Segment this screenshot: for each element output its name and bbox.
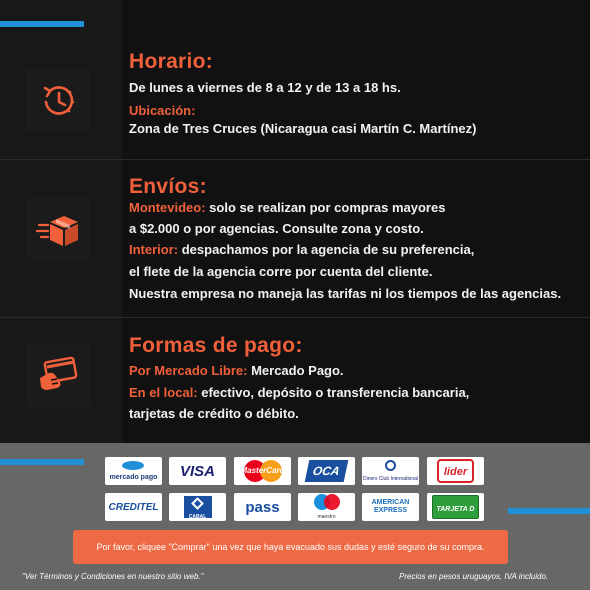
tarjeta-d-text: TARJETA D bbox=[436, 506, 475, 513]
mercadolibre-label: Por Mercado Libre: bbox=[129, 363, 248, 378]
delivery-icon-box bbox=[26, 198, 90, 262]
lider-text: lider bbox=[443, 466, 468, 478]
top-accent-bar bbox=[0, 21, 84, 27]
oca-logo bbox=[298, 457, 355, 485]
cabal-text: CABAL bbox=[188, 514, 207, 520]
local-line bbox=[129, 385, 469, 400]
interior-label: Interior: bbox=[129, 242, 179, 257]
terms-text: "Ver Términos y Condiciones en nuestro sitio web." bbox=[22, 572, 204, 581]
footer-accent-bar-right bbox=[508, 508, 590, 514]
mercadolibre-text: Mercado Pago. bbox=[247, 363, 344, 378]
oca-text: OCA bbox=[311, 464, 342, 478]
pago-heading: Formas de pago: bbox=[129, 334, 303, 357]
maestro-logo bbox=[298, 493, 355, 521]
local-text: efectivo, depósito o transferencia bancaria, bbox=[197, 385, 470, 400]
prices-text: Precios en pesos uruguayos, IVA incluido. bbox=[399, 572, 549, 581]
agencies-note: Nuestra empresa no maneja las tarifas ni los tiempos de las agencias. bbox=[129, 286, 562, 301]
location-text: Zona de Tres Cruces (Nicaragua casi Martín C. Martínez) bbox=[129, 121, 477, 136]
interior-text-2: el flete de la agencia corre por cuenta del cliente. bbox=[129, 264, 433, 279]
clock-icon-box bbox=[26, 68, 90, 132]
footer-accent-bar-left bbox=[0, 459, 84, 465]
mastercard-logo bbox=[234, 457, 291, 485]
interior-line bbox=[129, 242, 474, 257]
creditel-logo: CREDITEL bbox=[105, 493, 162, 521]
montevideo-label: Montevideo: bbox=[129, 200, 206, 215]
tarjeta-d-logo bbox=[427, 493, 484, 521]
envios-heading: Envíos: bbox=[129, 175, 207, 198]
clock-icon bbox=[38, 80, 78, 120]
cabal-logo bbox=[169, 493, 226, 521]
mercadolibre-line bbox=[129, 363, 344, 378]
montevideo-text: solo se realizan por compras mayores bbox=[205, 200, 446, 215]
credit-card-hand-icon bbox=[37, 356, 79, 394]
mastercard-text: MasterCard bbox=[240, 466, 285, 475]
purchase-notice: Por favor, cliquee "Comprar" una vez que haya evacuado sus dudas y esté seguro de su compra. bbox=[73, 530, 508, 564]
local-text-2: tarjetas de crédito o débito. bbox=[129, 406, 299, 421]
delivery-box-icon bbox=[36, 210, 80, 250]
pass-logo: pass bbox=[234, 493, 291, 521]
payment-icon-box bbox=[26, 343, 90, 407]
local-label: En el local: bbox=[129, 385, 198, 400]
interior-text: despachamos por la agencia de su preferencia, bbox=[178, 242, 475, 257]
diners-club-logo bbox=[362, 457, 419, 485]
mercado-pago-text: mercado pago bbox=[109, 473, 158, 481]
diners-text: Diners Club International bbox=[362, 475, 419, 482]
montevideo-line bbox=[129, 200, 445, 215]
horario-heading: Horario: bbox=[129, 50, 214, 73]
american-express-logo: AMERICAN EXPRESS bbox=[362, 493, 419, 521]
visa-logo: VISA bbox=[169, 457, 226, 485]
montevideo-text-2: a $2.000 o por agencias. Consulte zona y costo. bbox=[129, 221, 424, 236]
footer-panel bbox=[0, 443, 590, 590]
location-label: Ubicación: bbox=[129, 103, 196, 118]
maestro-text: maestro bbox=[317, 514, 336, 520]
schedule-text: De lunes a viernes de 8 a 12 y de 13 a 18 hs. bbox=[129, 80, 401, 95]
lider-logo bbox=[427, 457, 484, 485]
mercado-pago-logo bbox=[105, 457, 162, 485]
